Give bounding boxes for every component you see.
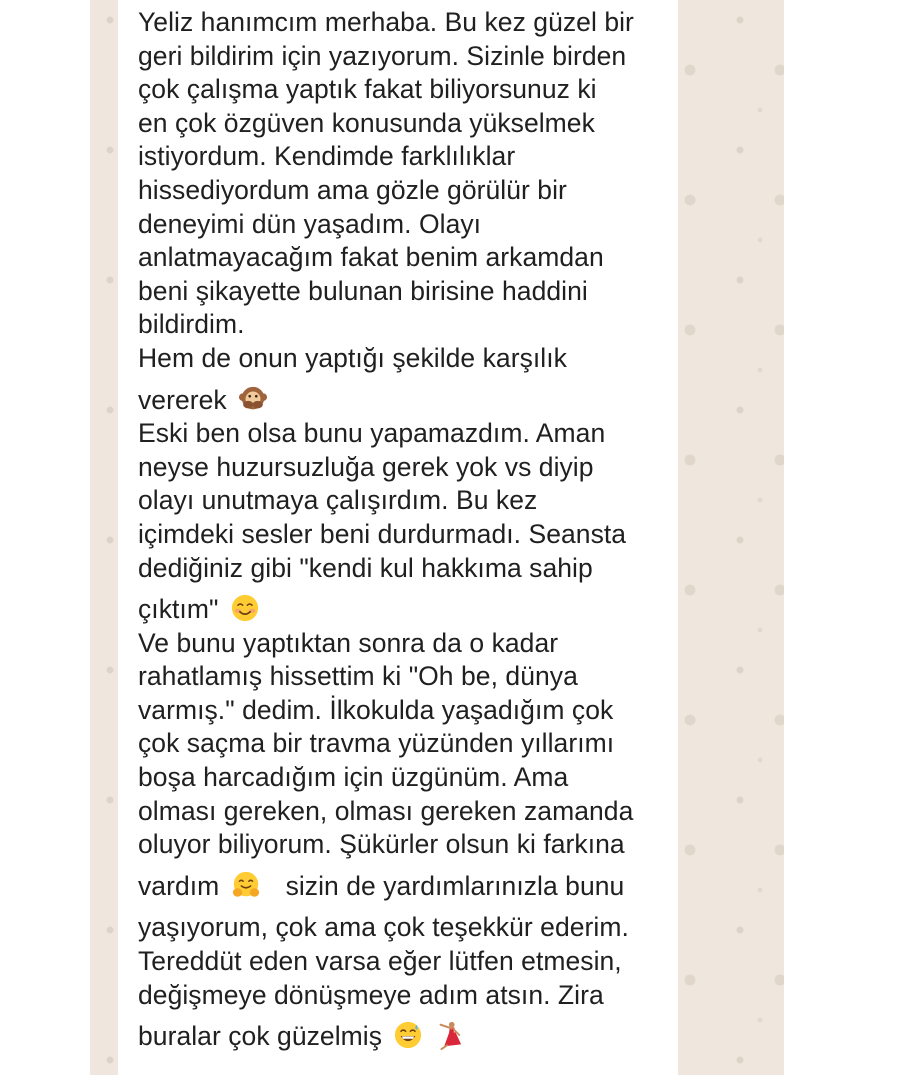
message-line: yaşıyorum, çok ama çok teşekkür ederim. [138,912,629,943]
message-line: istiyordum. Kendimde farklılıklar [138,141,516,172]
smiling-face-icon [230,593,260,623]
message-line: neyse huzursuzluğa gerek yok vs diyip [138,451,594,482]
message-line: geri bildirim için yazıyorum. Sizinle birden [138,40,627,71]
grinning-face-icon [393,1020,423,1050]
message-text [138,6,678,1054]
message-line [138,870,678,904]
message-line: deneyimi dün yaşadım. Olayı [138,208,482,239]
message-line [138,384,678,418]
message-line-text: çıktım" [138,594,219,625]
message-line [138,593,678,627]
message-line-text: vererek [138,384,227,415]
message-line: bildirdim. [138,309,245,340]
hugging-face-icon [231,870,261,900]
message-line: beni şikayette bulunan birisine haddini [138,275,588,306]
message-line: anlatmayacağım fakat benim arkamdan [138,242,604,273]
message-line [138,1020,678,1054]
message-line-text: buralar çok güzelmiş [138,1021,383,1052]
message-line: boşa harcadığım için üzgünüm. Ama [138,762,569,793]
message-line: rahatlamış hissettim ki "Oh be, dünya [138,661,578,692]
message-line: varmış." dedim. İlkokulda yaşadığım çok [138,694,614,725]
message-line: Tereddüt eden varsa eğer lütfen etmesin, [138,946,622,977]
speak-no-evil-monkey-icon [238,384,268,414]
message-line: olması gereken, olması gereken zamanda [138,795,634,826]
message-line-text: sizin de yardımlarınızla bunu [285,870,625,901]
message-line: hissediyordum ama gözle görülür bir [138,174,567,205]
message-line: Ve bunu yaptıktan sonra da o kadar [138,627,559,658]
message-line: olayı unutmaya çalışırdım. Bu kez [138,485,538,516]
message-line-text: vardım [138,870,220,901]
dancer-icon [433,1020,463,1050]
message-line: Yeliz hanımcım merhaba. Bu kez güzel bir [138,7,634,37]
message-line: içimdeki sesler beni durdurmadı. Seansta [138,518,627,549]
message-line: en çok özgüven konusunda yükselmek [138,107,595,138]
message-line: çok çalışma yaptık fakat biliyorsunuz ki [138,74,597,105]
message-line: oluyor biliyorum. Şükürler olsun ki farkına [138,829,625,860]
message-line: çok saçma bir travma yüzünden yıllarımı [138,728,615,759]
message-line: değişmeye dönüşmeye adım atsın. Zira [138,979,604,1010]
message-line: Hem de onun yaptığı şekilde karşılık [138,342,567,373]
message-line: dediğiniz gibi "kendi kul hakkıma sahip [138,552,593,583]
message-line: Eski ben olsa bunu yapamazdım. Aman [138,418,606,449]
